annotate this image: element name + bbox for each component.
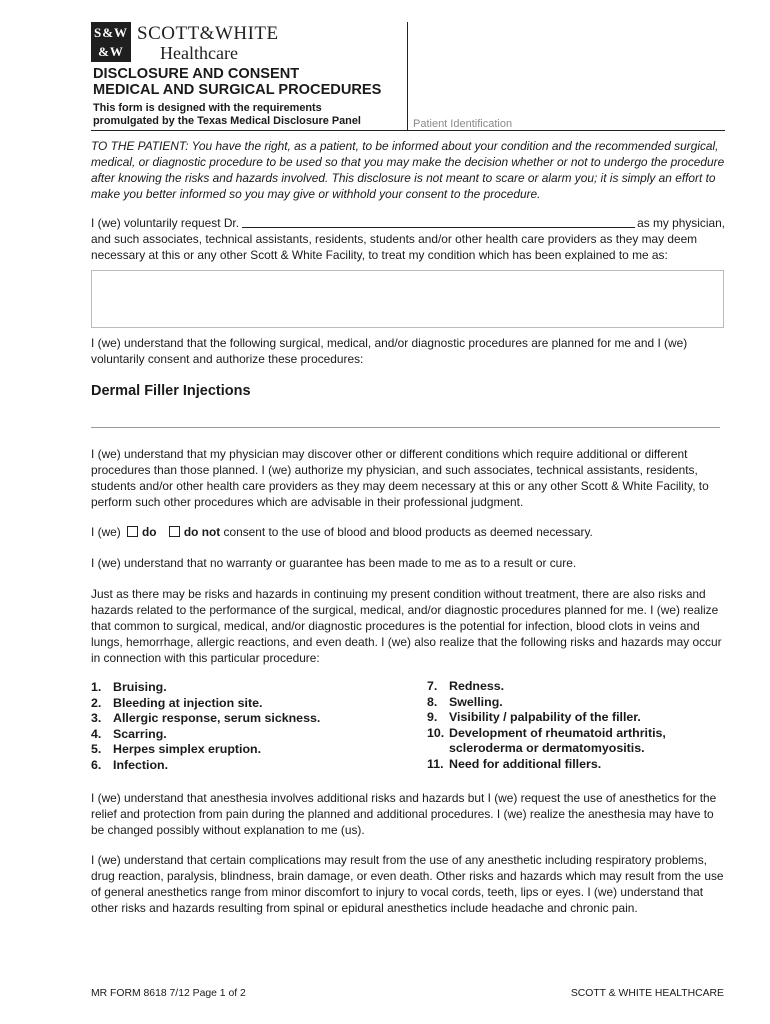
complications-paragraph: I (we) understand that certain complications may result from the use of any anesthetic including respiratory problems, drug reaction, paralysis, blindness, brain damage, or even death. Other risks and hazards which may result from the use of general anesthetics range from minor discomfort to injury to vocal cords, teeth, lips or eyes. I (we) understand that other risks and hazards resulting from spinal or epidural anesthetics include headache and chronic pain. (91, 853, 724, 915)
procedure-title: Dermal Filler Injections (91, 383, 251, 399)
blood-prefix: I (we) (91, 525, 121, 539)
request-rest: and such associates, technical assistants, residents, students and/or other health care providers as they may deem necessary at this or any other Scott & White Facility, to treat my condition which has been explained to me as: (91, 232, 698, 262)
blood-suffix: consent to the use of blood and blood products as deemed necessary. (223, 525, 593, 539)
request-suffix: as my physician, (637, 216, 725, 230)
brand-line-1: SCOTT&WHITE (137, 23, 279, 44)
header-vertical-divider (407, 22, 408, 130)
form-title (93, 66, 381, 98)
logo-line-1: S&W (93, 25, 129, 40)
other-conditions-paragraph: I (we) understand that my physician may discover other or different conditions which require additional or different procedures than those planned. I (we) authorize my physician, and such associates, technical assistants, residents, students and/or other health care providers as they may deem necessary at this or any other Scott & White Facility, to perform such other procedures which are advisable in their professional judgment. (91, 447, 709, 509)
list-item: 1. Bruising. (91, 680, 167, 694)
brand-line-2: Healthcare (160, 43, 238, 63)
physician-request (91, 215, 725, 263)
risks-intro-paragraph: Just as there may be risks and hazards in continuing my present condition without treatment, there are also risks and hazards related to the performance of the surgical, medical, and/or diagnostic procedures planned for me. I (we) realize that common to surgical, medical, and/or diagnostic procedures is the potential for infection, blood clots in veins and lungs, hemorrhage, allergic reactions, and even death. I (we) also realize that the following risks and hazards may occur in connection with this particular procedure: (91, 587, 722, 665)
physician-name-field[interactable] (242, 216, 635, 228)
list-item: 10. Development of rheumatoid arthritis, scleroderma or dermatomyositis. (427, 725, 666, 755)
form-id: MR FORM 8618 7/12 Page 1 of 2 (91, 988, 246, 999)
no-warranty-paragraph: I (we) understand that no warranty or guarantee has been made to me as to a result or cure. (91, 556, 577, 570)
do-checkbox[interactable] (127, 526, 138, 537)
list-item: 3. Allergic response, serum sickness. (91, 711, 321, 725)
procedure-line (91, 427, 720, 428)
blood-consent-line (91, 524, 725, 540)
patient-identification-field[interactable]: Patient Identification (413, 118, 513, 130)
logo-line-2: &W (98, 44, 124, 59)
form-subtitle-line-2: promulgated by the Texas Medical Disclosure Panel (93, 115, 361, 127)
form-subtitle (93, 102, 361, 128)
header-horizontal-divider (91, 130, 725, 131)
list-item: 2. Bleeding at injection site. (91, 695, 263, 710)
list-item: 5. Herpes simplex eruption. (91, 742, 262, 756)
planned-procedures-consent: I (we) understand that the following surgical, medical, and/or diagnostic procedures are planned for me and I (we) voluntarily consent and authorize these procedures: (91, 336, 688, 366)
footer-org: SCOTT & WHITE HEALTHCARE (570, 988, 724, 999)
list-item: 7. Redness. (427, 679, 505, 693)
risks-list-right (427, 679, 722, 772)
list-item: 9. Visibility / palpability of the filler. (427, 710, 641, 724)
list-item: 6. Infection. (91, 757, 169, 772)
form-title-line-2: MEDICAL AND SURGICAL PROCEDURES (93, 82, 382, 98)
do-label: do (142, 525, 157, 539)
brand-name (137, 24, 279, 62)
form-subtitle-line-1: This form is designed with the requirements (93, 102, 322, 114)
risks-list-left (91, 680, 421, 773)
list-item: 4. Scarring. (91, 726, 167, 741)
do-not-label: do not (183, 525, 221, 539)
request-prefix: I (we) voluntarily request Dr. (91, 216, 240, 230)
list-item: 11. Need for additional fillers. (427, 756, 602, 771)
logo-mark (91, 22, 131, 62)
list-item: 8. Swelling. (427, 694, 503, 709)
do-not-checkbox[interactable] (169, 526, 180, 537)
condition-explanation-field[interactable] (91, 270, 724, 328)
anesthesia-paragraph: I (we) understand that anesthesia involves additional risks and hazards but I (we) request the use of anesthetics for the relief and protection from pain during the planned and additional procedures. I (we) realize the anesthesia may have to be changed possibly without explanation to me (us). (91, 791, 717, 837)
form-title-line-1: DISCLOSURE AND CONSENT (93, 66, 300, 82)
to-patient-notice: TO THE PATIENT: You have the right, as a patient, to be informed about your condition and the recommended surgical, medical, or diagnostic procedure to be used so that you may make the decision whether or not to undergo the procedure after knowing the risks and hazards involved. This disclosure is not meant to scare or alarm you; it is simply an effort to make you better informed so you may give or withhold your consent to the procedure. (91, 139, 725, 201)
